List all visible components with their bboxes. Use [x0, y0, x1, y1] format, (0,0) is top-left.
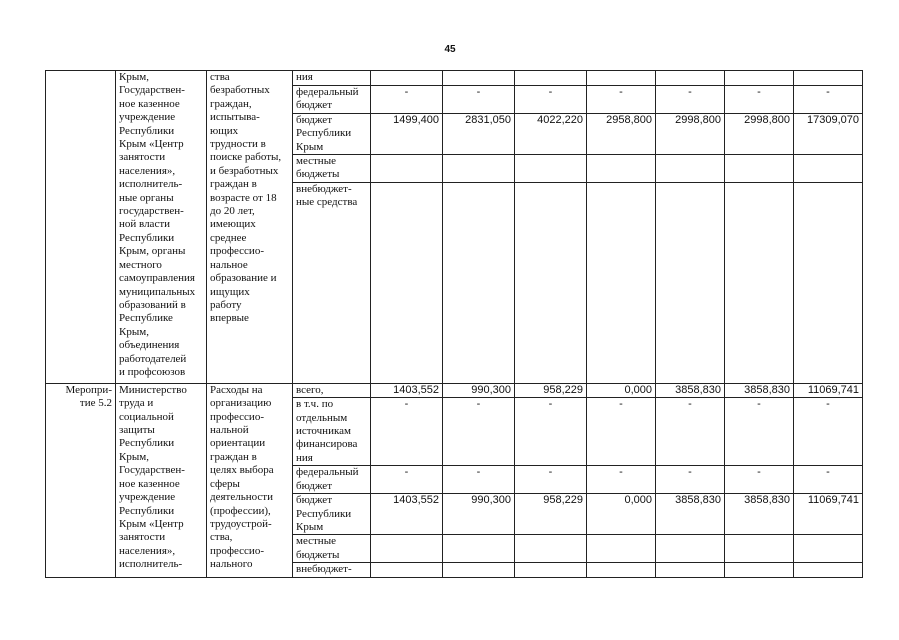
value-cell	[656, 155, 725, 183]
value-cell	[515, 182, 587, 383]
value-cell: 2998,800	[725, 113, 794, 154]
financing-table	[45, 70, 863, 578]
value-cell: 0,000	[587, 383, 656, 397]
executor-cell: Крым, Государствен- ное казенное учреждение Республики Крым «Центр занятости населения», исполнитель- ные органы государствен- ной власти Республики Крым, органы местного самоуправления муниципальных образований в Республике Крым, объединения работодателей и профсоюзов	[116, 71, 207, 384]
value-cell: 1403,552	[371, 383, 443, 397]
value-cell: -	[515, 398, 587, 466]
value-cell: 3858,830	[725, 383, 794, 397]
measure-name-cell	[46, 71, 116, 384]
value-cell	[725, 563, 794, 577]
page-number: 45	[444, 44, 456, 55]
value-cell	[794, 155, 863, 183]
value-cell: -	[656, 86, 725, 114]
value-cell: -	[656, 398, 725, 466]
value-cell: -	[587, 466, 656, 494]
value-cell	[725, 535, 794, 563]
value-cell: 0,000	[587, 494, 656, 535]
executor-cell: Министерство труда и социальной защиты Республики Крым, Государствен- ное казенное учреждение Республики Крым «Центр занятости населения», исполнитель-	[116, 383, 207, 577]
value-cell	[725, 182, 794, 383]
funding-source-cell: внебюджет-	[293, 563, 371, 577]
value-cell	[794, 563, 863, 577]
description-cell: Расходы на организацию профессио- нальной ориентации граждан в целях выбора сферы деятельности (профессии), трудоустрой- ства, профессио- нального	[207, 383, 293, 577]
table-row	[46, 71, 863, 86]
value-cell	[656, 535, 725, 563]
funding-source-cell: местные бюджеты	[293, 535, 371, 563]
value-cell: 3858,830	[656, 383, 725, 397]
description-cell: ства безработных граждан, испытыва- ющих трудности в поиске работы, и безработных граждан в возрасте от 18 до 20 лет, имеющих среднее профессио- нальное образование и ищущих работу впервые	[207, 71, 293, 384]
value-cell: -	[794, 398, 863, 466]
value-cell: 958,229	[515, 494, 587, 535]
value-cell	[587, 563, 656, 577]
value-cell: 11069,741	[794, 494, 863, 535]
value-cell	[587, 535, 656, 563]
funding-source-cell: всего,	[293, 383, 371, 397]
value-cell: 3858,830	[725, 494, 794, 535]
value-cell: 17309,070	[794, 113, 863, 154]
value-cell	[587, 71, 656, 86]
value-cell: -	[371, 398, 443, 466]
value-cell: 3858,830	[656, 494, 725, 535]
value-cell	[794, 71, 863, 86]
value-cell	[443, 71, 515, 86]
value-cell: 2958,800	[587, 113, 656, 154]
value-cell: -	[515, 86, 587, 114]
value-cell	[443, 563, 515, 577]
value-cell	[515, 155, 587, 183]
funding-source-cell: местные бюджеты	[293, 155, 371, 183]
value-cell: -	[443, 398, 515, 466]
measure-name-cell: Меропри- тие 5.2	[46, 383, 116, 577]
value-cell: -	[443, 466, 515, 494]
value-cell: 958,229	[515, 383, 587, 397]
funding-source-cell: бюджет Республики Крым	[293, 494, 371, 535]
value-cell: 4022,220	[515, 113, 587, 154]
value-cell	[515, 71, 587, 86]
value-cell: -	[725, 466, 794, 494]
funding-source-cell: внебюджет- ные средства	[293, 182, 371, 383]
value-cell	[656, 182, 725, 383]
value-cell: -	[656, 466, 725, 494]
funding-source-cell: в т.ч. по отдельным источникам финансирова ния	[293, 398, 371, 466]
value-cell: -	[725, 398, 794, 466]
value-cell: 2998,800	[656, 113, 725, 154]
value-cell	[443, 155, 515, 183]
value-cell: 11069,741	[794, 383, 863, 397]
value-cell: 2831,050	[443, 113, 515, 154]
value-cell	[371, 71, 443, 86]
value-cell: -	[725, 86, 794, 114]
value-cell	[443, 535, 515, 563]
value-cell: 990,300	[443, 494, 515, 535]
value-cell: 1403,552	[371, 494, 443, 535]
table-row	[46, 383, 863, 397]
funding-source-cell: ния	[293, 71, 371, 86]
value-cell	[515, 563, 587, 577]
value-cell	[725, 155, 794, 183]
value-cell: -	[794, 86, 863, 114]
value-cell	[656, 563, 725, 577]
value-cell: -	[794, 466, 863, 494]
value-cell	[587, 182, 656, 383]
funding-source-cell: бюджет Республики Крым	[293, 113, 371, 154]
value-cell	[794, 182, 863, 383]
value-cell: 990,300	[443, 383, 515, 397]
value-cell: -	[371, 466, 443, 494]
value-cell: 1499,400	[371, 113, 443, 154]
value-cell	[371, 563, 443, 577]
value-cell: -	[587, 398, 656, 466]
value-cell: -	[515, 466, 587, 494]
value-cell: -	[443, 86, 515, 114]
value-cell: -	[371, 86, 443, 114]
funding-source-cell: федеральный бюджет	[293, 86, 371, 114]
value-cell	[587, 155, 656, 183]
funding-source-cell: федеральный бюджет	[293, 466, 371, 494]
value-cell	[656, 71, 725, 86]
value-cell	[371, 155, 443, 183]
value-cell	[443, 182, 515, 383]
value-cell	[794, 535, 863, 563]
value-cell: -	[587, 86, 656, 114]
value-cell	[515, 535, 587, 563]
value-cell	[371, 182, 443, 383]
value-cell	[725, 71, 794, 86]
value-cell	[371, 535, 443, 563]
